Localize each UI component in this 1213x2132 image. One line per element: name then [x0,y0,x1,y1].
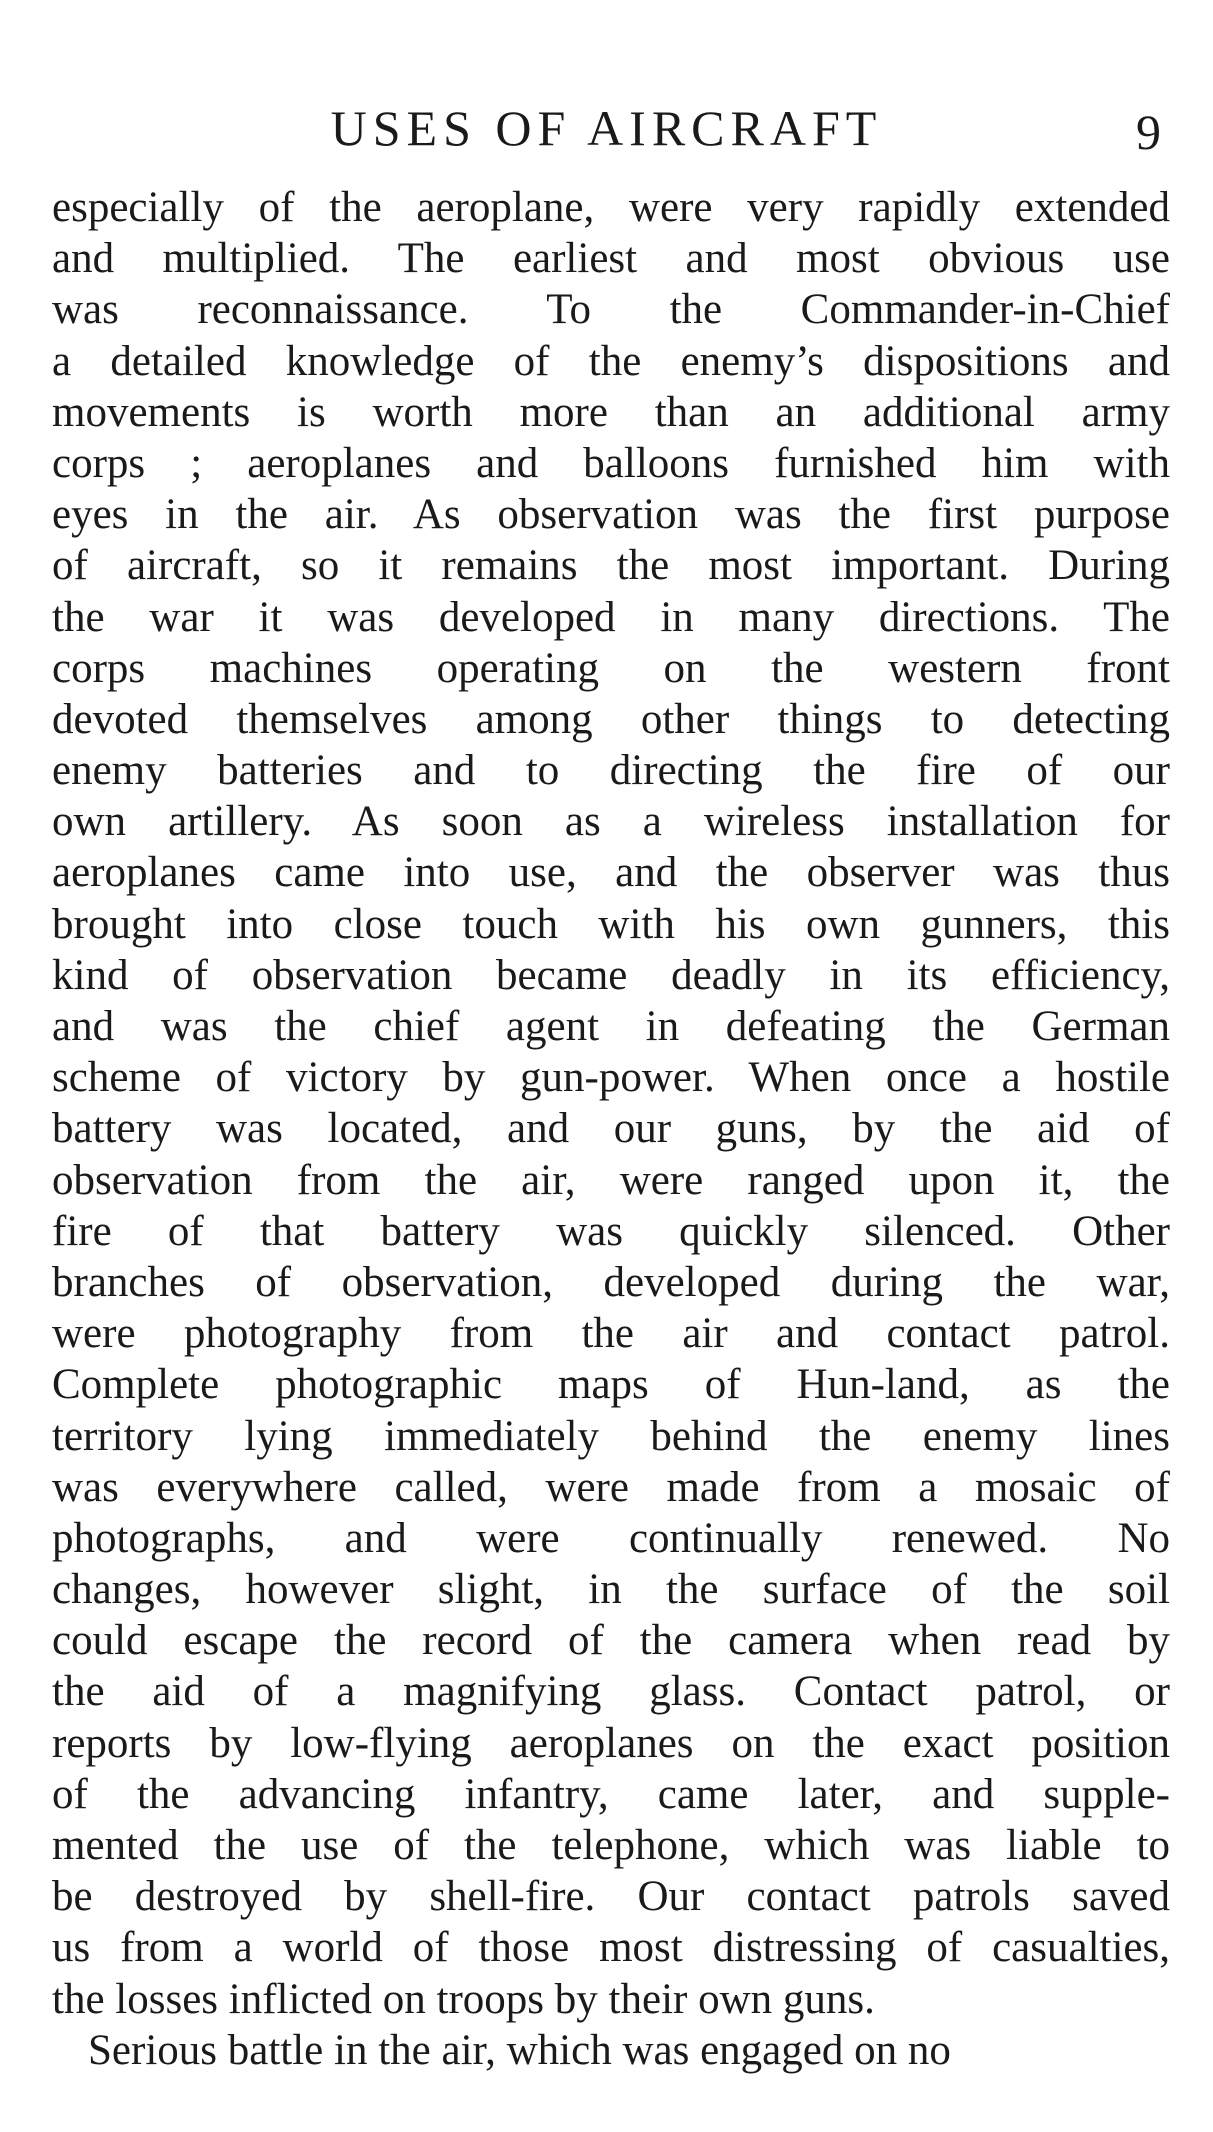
paragraph-first-line: Serious battle in the air, which was engaged on no [88,2026,951,2074]
page-number: 9 [1136,104,1161,160]
text-line: a detailed knowledge of the enemy’s dispositions and [52,337,1170,385]
text-line: was reconnaissance. To the Commander-in-Chief [52,286,1170,334]
text-line: devoted themselves among other things to detecting [52,695,1170,743]
text-line: and multiplied. The earliest and most obvious use [52,235,1170,283]
text-line: corps ; aeroplanes and balloons furnished him with [52,439,1170,487]
text-line: movements is worth more than an additional army [52,388,1170,436]
text-line: observation from the air, were ranged upon it, the [52,1156,1170,1204]
running-header [0,98,1213,168]
text-line: own artillery. As soon as a wireless installation for [52,798,1170,846]
text-line: Complete photographic maps of Hun-land, as the [52,1361,1170,1409]
text-line: were photography from the air and contact patrol. [52,1310,1170,1358]
text-line: scheme of victory by gun-power. When once a hostile [52,1054,1170,1102]
text-line: corps machines operating on the western front [52,644,1170,692]
text-line: be destroyed by shell-fire. Our contact patrols saved [52,1873,1170,1921]
text-line: especially of the aeroplane, were very rapidly extended [52,184,1170,231]
text-line: eyes in the air. As observation was the first purpose [52,491,1170,539]
text-line: brought into close touch with his own gunners, this [52,900,1170,948]
text-line: reports by low-flying aeroplanes on the exact position [52,1719,1170,1767]
text-line: changes, however slight, in the surface of the soil [52,1566,1170,1614]
text-line: battery was located, and our guns, by the aid of [52,1105,1170,1153]
text-line: the war it was developed in many directions. The [52,593,1170,641]
text-line: enemy batteries and to directing the fire of our [52,747,1170,795]
text-line: territory lying immediately behind the enemy lines [52,1412,1170,1460]
text-line: branches of observation, developed during the war, [52,1258,1170,1306]
text-line: fire of that battery was quickly silenced. Other [52,1207,1170,1255]
text-line: and was the chief agent in defeating the German [52,1003,1170,1050]
body-text [52,182,1170,2076]
text-line: us from a world of those most distressing of casualties, [52,1924,1170,1972]
text-line: of aircraft, so it remains the most important. During [52,542,1170,590]
text-line: photographs, and were continually renewed. No [52,1514,1170,1562]
text-line: could escape the record of the camera when read by [52,1617,1170,1665]
running-title: USES OF AIRCRAFT [330,100,883,156]
text-line: the aid of a magnifying glass. Contact patrol, or [52,1668,1170,1716]
text-line: the losses inflicted on troops by their own guns. [52,1975,875,2023]
text-line: aeroplanes came into use, and the observer was thus [52,849,1170,897]
text-line: was everywhere called, were made from a mosaic of [52,1463,1170,1511]
text-line: kind of observation became deadly in its efficiency, [52,951,1170,999]
text-line: mented the use of the telephone, which was liable to [52,1822,1170,1869]
text-line: of the advancing infantry, came later, and supple- [52,1770,1170,1818]
